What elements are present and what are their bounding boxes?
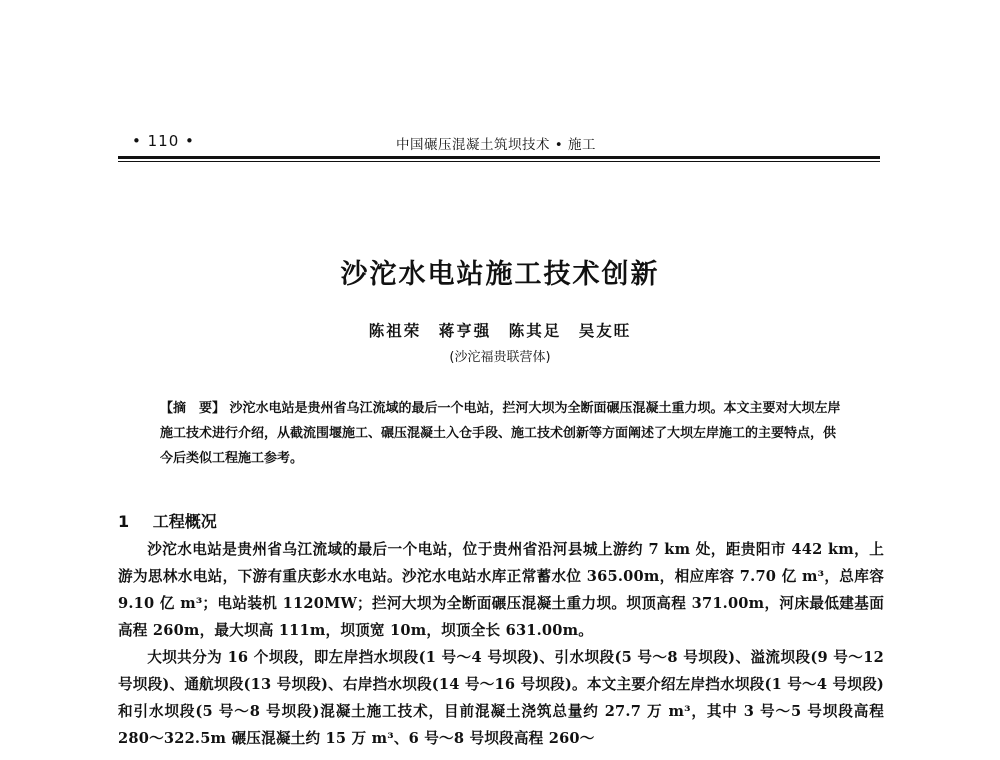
running-title: 中国碾压混凝土筑坝技术 • 施工 (396, 137, 597, 153)
article-title: 沙沱水电站施工技术创新 (340, 259, 660, 290)
abstract-text: 沙沱水电站是贵州省乌江流域的最后一个电站，拦河大坝为全断面碾压混凝土重力坝。本文主要对大坝左岸施工技术进行介绍，从截流围堰施工、碾压混凝土入仓手段、施工技术创新等方面阐述了大坝左岸施工的主要特点，供今后类似工程施工参考。 (160, 401, 841, 466)
section-heading (118, 509, 217, 532)
page-header (118, 128, 880, 158)
header-rule-thick (118, 156, 880, 159)
section-body (118, 536, 884, 752)
section-number: 1 (118, 512, 130, 531)
body-paragraph: 大坝共分为 16 个坝段，即左岸挡水坝段(1 号～4 号坝段)、引水坝段(5 号～8 号坝段)、溢流坝段(9 号～12 号坝段)、通航坝段(13 号坝段)、右岸挡水坝段(14 号～16 号坝段)。本文主要介绍左岸挡水坝段(1 号～4 号坝段)和引水坝段(5 号～8 号坝段)混凝土施工技术，目前混凝土浇筑总量约 27.7 万 m³，其中 3 号～5 号坝段高程 280～322.5m 碾压混凝土约 15 万 m³、6 号～8 号坝段高程 260～ (118, 649, 884, 747)
page-number: • 110 • (132, 132, 195, 150)
section-title: 工程概况 (152, 512, 217, 531)
article-affiliation: (沙沱福贵联营体) (449, 350, 551, 365)
abstract-label: 【摘 要】 (160, 401, 226, 416)
abstract (160, 396, 845, 471)
article-authors: 陈祖荣 蒋亨强 陈其足 吴友旺 (368, 321, 632, 340)
header-rule-thin (118, 161, 880, 162)
body-paragraph: 沙沱水电站是贵州省乌江流域的最后一个电站，位于贵州省沿河县城上游约 7 km 处，距贵阳市 442 km，上游为思林水电站，下游有重庆彭水水电站。沙沱水电站水库正常蓄水位 365.00m，相应库容 7.70 亿 m³，总库容 9.10 亿 m³；电站装机 1120MW；拦河大坝为全断面碾压混凝土重力坝。坝顶高程 371.00m，河床最低建基面高程 260m，最大坝高 111m，坝顶宽 10m，坝顶全长 631.00m。 (118, 541, 884, 639)
